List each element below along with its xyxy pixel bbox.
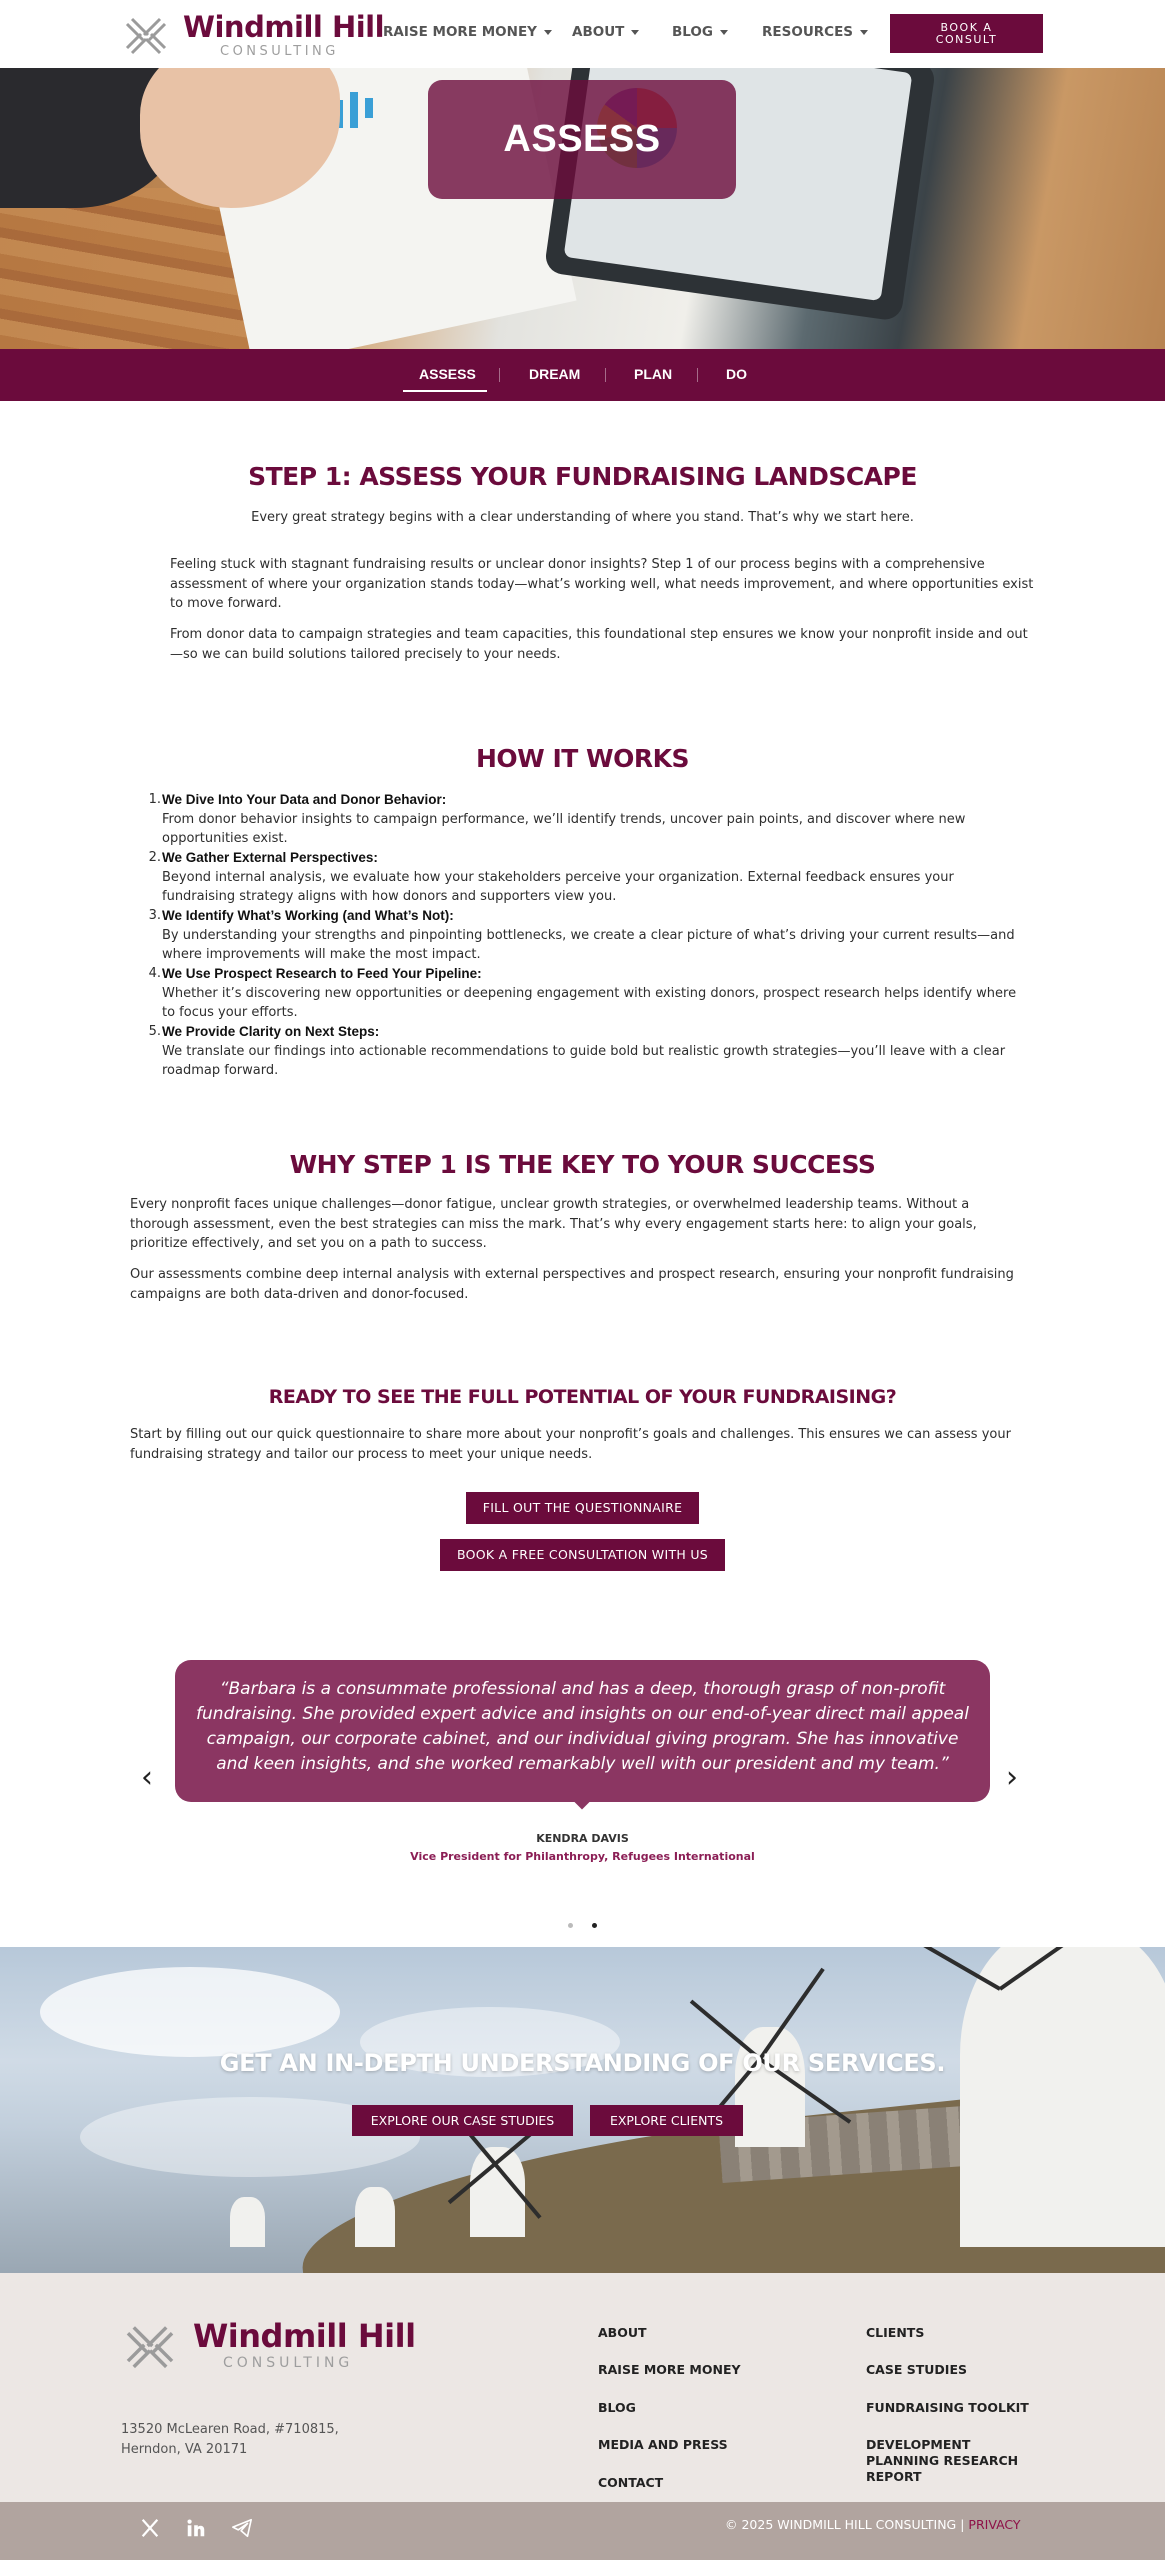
list-item — [147, 1022, 1027, 1081]
footer-link-line: REPORT — [866, 2469, 922, 2484]
tab-assess[interactable]: ASSESS — [419, 366, 476, 382]
list-item-title: We Gather External Perspectives: — [162, 850, 378, 865]
site-header — [0, 0, 1165, 68]
tab-divider — [697, 368, 698, 382]
chevron-down-icon — [860, 30, 868, 35]
footer-address — [121, 2420, 339, 2459]
list-item — [147, 790, 1027, 849]
nav-label: RAISE MORE MONEY — [383, 24, 537, 40]
step1-intro: Every great strategy begins with a clear understanding of where you stand. That’s why we start here. — [251, 510, 914, 525]
book-consult-line1: BOOK A — [940, 21, 993, 34]
copyright-text: © 2025 WINDMILL HILL CONSULTING | — [725, 2517, 965, 2532]
footer-link-fundraising-toolkit[interactable]: FUNDRAISING TOOLKIT — [866, 2400, 1029, 2415]
windmill-logo-icon — [121, 2317, 179, 2375]
chevron-down-icon — [631, 30, 639, 35]
step1-heading: STEP 1: ASSESS YOUR FUNDRAISING LANDSCAPE — [248, 462, 917, 491]
footer-link-raise-more-money[interactable]: RAISE MORE MONEY — [598, 2362, 741, 2377]
nav-about[interactable] — [572, 24, 639, 40]
list-number: 1. — [148, 792, 161, 807]
list-item-body: By understanding your strengths and pinpointing bottlenecks, we create a clear picture of what’s driving your current results—and where improvements will make the most impact. — [162, 927, 1015, 962]
windmill-tower — [960, 1947, 1165, 2247]
footer-logo[interactable] — [121, 2315, 416, 2375]
privacy-link[interactable]: PRIVACY — [968, 2517, 1021, 2532]
footer-link-about[interactable]: ABOUT — [598, 2325, 647, 2340]
step1-paragraph-1: Feeling stuck with stagnant fundraising results or unclear donor insights? Step 1 of our process begins with a comprehensive assessment of where your organization stands today—what’s working well, what needs improvement, and where opportunities exist to move forward. — [170, 557, 1034, 611]
nav-blog[interactable] — [672, 24, 728, 40]
ready-heading: READY TO SEE THE FULL POTENTIAL OF YOUR FUNDRAISING? — [268, 1386, 897, 1408]
list-item-title: We Provide Clarity on Next Steps: — [162, 1024, 380, 1039]
nav-label: BLOG — [672, 24, 713, 40]
free-consultation-button[interactable]: BOOK A FREE CONSULTATION WITH US — [440, 1539, 725, 1571]
nav-resources[interactable] — [762, 24, 868, 40]
carousel-dot[interactable] — [568, 1923, 573, 1928]
footer-link-blog[interactable]: BLOG — [598, 2400, 636, 2415]
list-number: 4. — [148, 966, 161, 981]
footer-link-case-studies[interactable]: CASE STUDIES — [866, 2362, 967, 2377]
footer-link-media-and-press[interactable]: MEDIA AND PRESS — [598, 2437, 728, 2452]
logo-name: Windmill Hill — [193, 2317, 416, 2355]
why-heading: WHY STEP 1 IS THE KEY TO YOUR SUCCESS — [289, 1150, 876, 1179]
footer-link-contact[interactable]: CONTACT — [598, 2475, 664, 2490]
footer-link-line: PLANNING RESEARCH — [866, 2453, 1019, 2468]
list-number: 2. — [148, 850, 161, 865]
footer-link-line: DEVELOPMENT — [866, 2437, 971, 2452]
logo-subtitle: CONSULTING — [223, 2355, 354, 2371]
windmill-tower — [230, 2197, 265, 2247]
active-tab-indicator — [403, 390, 487, 392]
chevron-down-icon — [720, 30, 728, 35]
carousel-next-icon[interactable]: › — [1006, 1760, 1018, 1795]
telegram-icon[interactable] — [230, 2517, 254, 2541]
logo-subtitle: CONSULTING — [220, 44, 339, 59]
chevron-down-icon — [544, 30, 552, 35]
list-item-title: We Dive Into Your Data and Donor Behavior: — [162, 792, 447, 807]
carousel-prev-icon[interactable]: ‹ — [141, 1760, 153, 1795]
how-it-works-heading: HOW IT WORKS — [476, 744, 689, 773]
questionnaire-button[interactable]: FILL OUT THE QUESTIONNAIRE — [466, 1492, 699, 1524]
list-number: 3. — [148, 908, 161, 923]
x-icon[interactable] — [138, 2517, 162, 2541]
footer-link-clients[interactable]: CLIENTS — [866, 2325, 925, 2340]
tab-divider — [605, 368, 606, 382]
list-item-body: Beyond internal analysis, we evaluate how your stakeholders perceive your organization. External feedback ensures your fundraising strategy aligns with how donors and supporters view you. — [162, 869, 954, 904]
carousel-dot-active[interactable] — [592, 1923, 597, 1928]
nav-label: RESOURCES — [762, 24, 854, 40]
ready-paragraph: Start by filling out our quick questionnaire to share more about your nonprofit’s goals and challenges. This ensures we can assess your fundraising strategy and tailor our process to meet your unique needs. — [130, 1427, 1011, 1462]
list-item-body: From donor behavior insights to campaign performance, we’ll identify trends, uncover pain points, and discover where new opportunities exist. — [162, 811, 966, 846]
list-number: 5. — [148, 1024, 161, 1039]
testimonial-role: Vice President for Philanthropy, Refugees International — [410, 1850, 755, 1863]
why-paragraph-2: Our assessments combine deep internal analysis with external perspectives and prospect research, ensuring your nonprofit fundraising campaigns are both data-driven and donor-focused. — [130, 1267, 1014, 1302]
testimonial-quote: “Barbara is a consummate professional and has a deep, thorough grasp of non-profit fundraising. She provided expert advice and insights on our end-of-year direct mail appeal campaign, our corporate cabinet, and our individual giving program. She has innovative and keen insights, and she worked remarkably well with our president and my team.” — [196, 1679, 969, 1774]
list-item — [147, 848, 1027, 907]
list-item — [147, 906, 1027, 965]
explore-clients-button[interactable]: EXPLORE CLIENTS — [590, 2105, 743, 2136]
address-line: 13520 McLearen Road, #710815, — [121, 2422, 339, 2437]
linkedin-icon[interactable] — [184, 2517, 208, 2541]
list-item-title: We Identify What’s Working (and What’s Not): — [162, 908, 454, 923]
list-item — [147, 964, 1027, 1023]
list-item-body: We translate our findings into actionable recommendations to guide bold but realistic growth strategies—you’ll leave with a clear roadmap forward. — [162, 1043, 1006, 1078]
tab-do[interactable]: DO — [726, 366, 747, 382]
footer-link-development-report[interactable] — [866, 2437, 1018, 2485]
copyright-notice — [725, 2517, 1021, 2532]
cloud-shape — [40, 1967, 340, 2057]
nav-label: ABOUT — [572, 24, 625, 40]
hero-title: ASSESS — [503, 118, 661, 160]
tab-dream[interactable]: DREAM — [529, 366, 581, 382]
windmill-logo-icon — [121, 10, 171, 60]
address-line: Herndon, VA 20171 — [121, 2441, 248, 2457]
list-item-body: Whether it’s discovering new opportunities or deepening engagement with existing donors, prospect research helps identify where to focus your efforts. — [162, 985, 1017, 1020]
why-paragraph-1: Every nonprofit faces unique challenges—donor fatigue, unclear growth strategies, or overwhelmed leadership teams. Without a thorough assessment, even the best strategies can miss the mark. That’s why every engagement starts here: to align your goals, prioritize effectively, and set you on a path to success. — [130, 1197, 977, 1251]
services-banner — [0, 1947, 1165, 2273]
step1-paragraph-2: From donor data to campaign strategies and team capacities, this foundational step ensures we know your nonprofit inside and out—so we can build solutions tailored precisely to your needs. — [170, 627, 1028, 662]
site-logo[interactable] — [121, 8, 385, 60]
tab-plan[interactable]: PLAN — [634, 366, 673, 382]
testimonial-author: KENDRA DAVIS — [536, 1832, 629, 1845]
book-consult-line2: CONSULT — [935, 33, 998, 46]
windmill-tower — [355, 2187, 395, 2247]
nav-raise-more-money[interactable] — [383, 24, 552, 40]
services-heading: GET AN IN-DEPTH UNDERSTANDING OF OUR SERVICES. — [219, 2049, 946, 2077]
case-studies-button[interactable]: EXPLORE OUR CASE STUDIES — [352, 2105, 573, 2136]
tab-divider — [499, 368, 500, 382]
process-tabs — [0, 349, 1165, 401]
list-item-title: We Use Prospect Research to Feed Your Pipeline: — [162, 966, 482, 981]
logo-name: Windmill Hill — [183, 10, 385, 44]
book-consult-button[interactable] — [890, 14, 1043, 53]
